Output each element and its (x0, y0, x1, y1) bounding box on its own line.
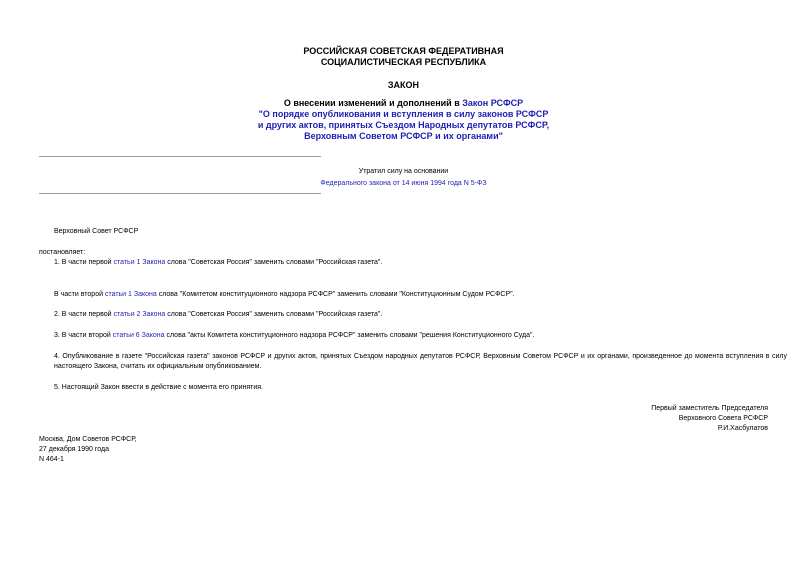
paragraph-3-pre: 2. В части первой (54, 311, 114, 318)
signer-name: Р.И.Хасбулатов (717, 425, 768, 432)
law-title-line2[interactable]: "О порядке опубликования и вступления в силу законов РСФСР (258, 109, 549, 119)
paragraph-1-pre: 1. В части первой (54, 259, 114, 266)
state-name-line1: РОССИЙСКАЯ СОВЕТСКАЯ ФЕДЕРАТИВНАЯ (303, 46, 504, 56)
law-title-line3[interactable]: и других актов, принятых Съездом Народных депутатов РСФСР, (257, 120, 550, 130)
article-2-link[interactable]: статьи 2 Закона (113, 311, 166, 318)
repeal-law-link[interactable]: Федерального закона от 14 июня 1994 года N 5-ФЗ (320, 180, 487, 187)
paragraph-2 (39, 290, 787, 300)
paragraph-4-pre: 3. В части второй (54, 332, 113, 339)
paragraph-2-post: слова "Комитетом конституционного надзора РСФСР" заменить словами "Конституционным Судом РСФСР". (156, 291, 515, 298)
law-title-link[interactable]: Закон РСФСР (462, 98, 524, 108)
paragraph-6: 5. Настоящий Закон ввести в действие с момента его принятия. (54, 384, 263, 391)
divider-bottom (39, 193, 321, 194)
divider-top (39, 156, 321, 157)
paragraph-4-post: слова "акты Комитета конституционного надзора РСФСР" заменить словами "решения Конституционного Суда". (164, 332, 535, 339)
signer-title-line1: Первый заместитель Председателя (651, 405, 768, 412)
paragraph-3-post: слова "Советская Россия" заменить словами "Российская газета". (165, 311, 383, 318)
signer-title-line2: Верховного Совета РСФСР (678, 415, 768, 422)
paragraph-1 (39, 258, 787, 268)
article-1-link[interactable]: статьи 1 Закона (113, 259, 166, 266)
paragraph-3 (39, 310, 787, 320)
article-1-link-2[interactable]: статьи 1 Закона (104, 291, 157, 298)
date: 27 декабря 1990 года (39, 446, 110, 453)
issuer: Верховный Совет РСФСР (54, 228, 139, 235)
law-title-line4[interactable]: Верховным Советом РСФСР и их органами" (304, 131, 503, 141)
paragraph-5: 4. Опубликование в газете "Российская газета" законов РСФСР и других актов, принятых Съездом народных депутатов РСФСР, Верховным Советом РСФСР и их органами, произведенное до момента вступления в силу настоящего Закона, считать их официальным опубликованием. (54, 353, 787, 370)
law-title-prefix: О внесении изменений и дополнений в (283, 98, 463, 108)
state-name-line2: СОЦИАЛИСТИЧЕСКАЯ РЕСПУБЛИКА (320, 57, 487, 67)
document-number: N 464-1 (39, 456, 64, 463)
repeal-note: Утратил силу на основании (358, 168, 449, 175)
paragraph-4 (39, 331, 787, 341)
paragraph-2-pre: В части второй (54, 291, 105, 298)
law-title-line1 (0, 98, 807, 109)
place: Москва, Дом Советов РСФСР, (39, 436, 137, 443)
paragraph-1-post: слова "Советская Россия" заменить словами "Российская газета". (165, 259, 383, 266)
resolves: постановляет: (39, 249, 86, 256)
document-type: ЗАКОН (387, 80, 420, 90)
article-6-link[interactable]: статьи 6 Закона (112, 332, 165, 339)
